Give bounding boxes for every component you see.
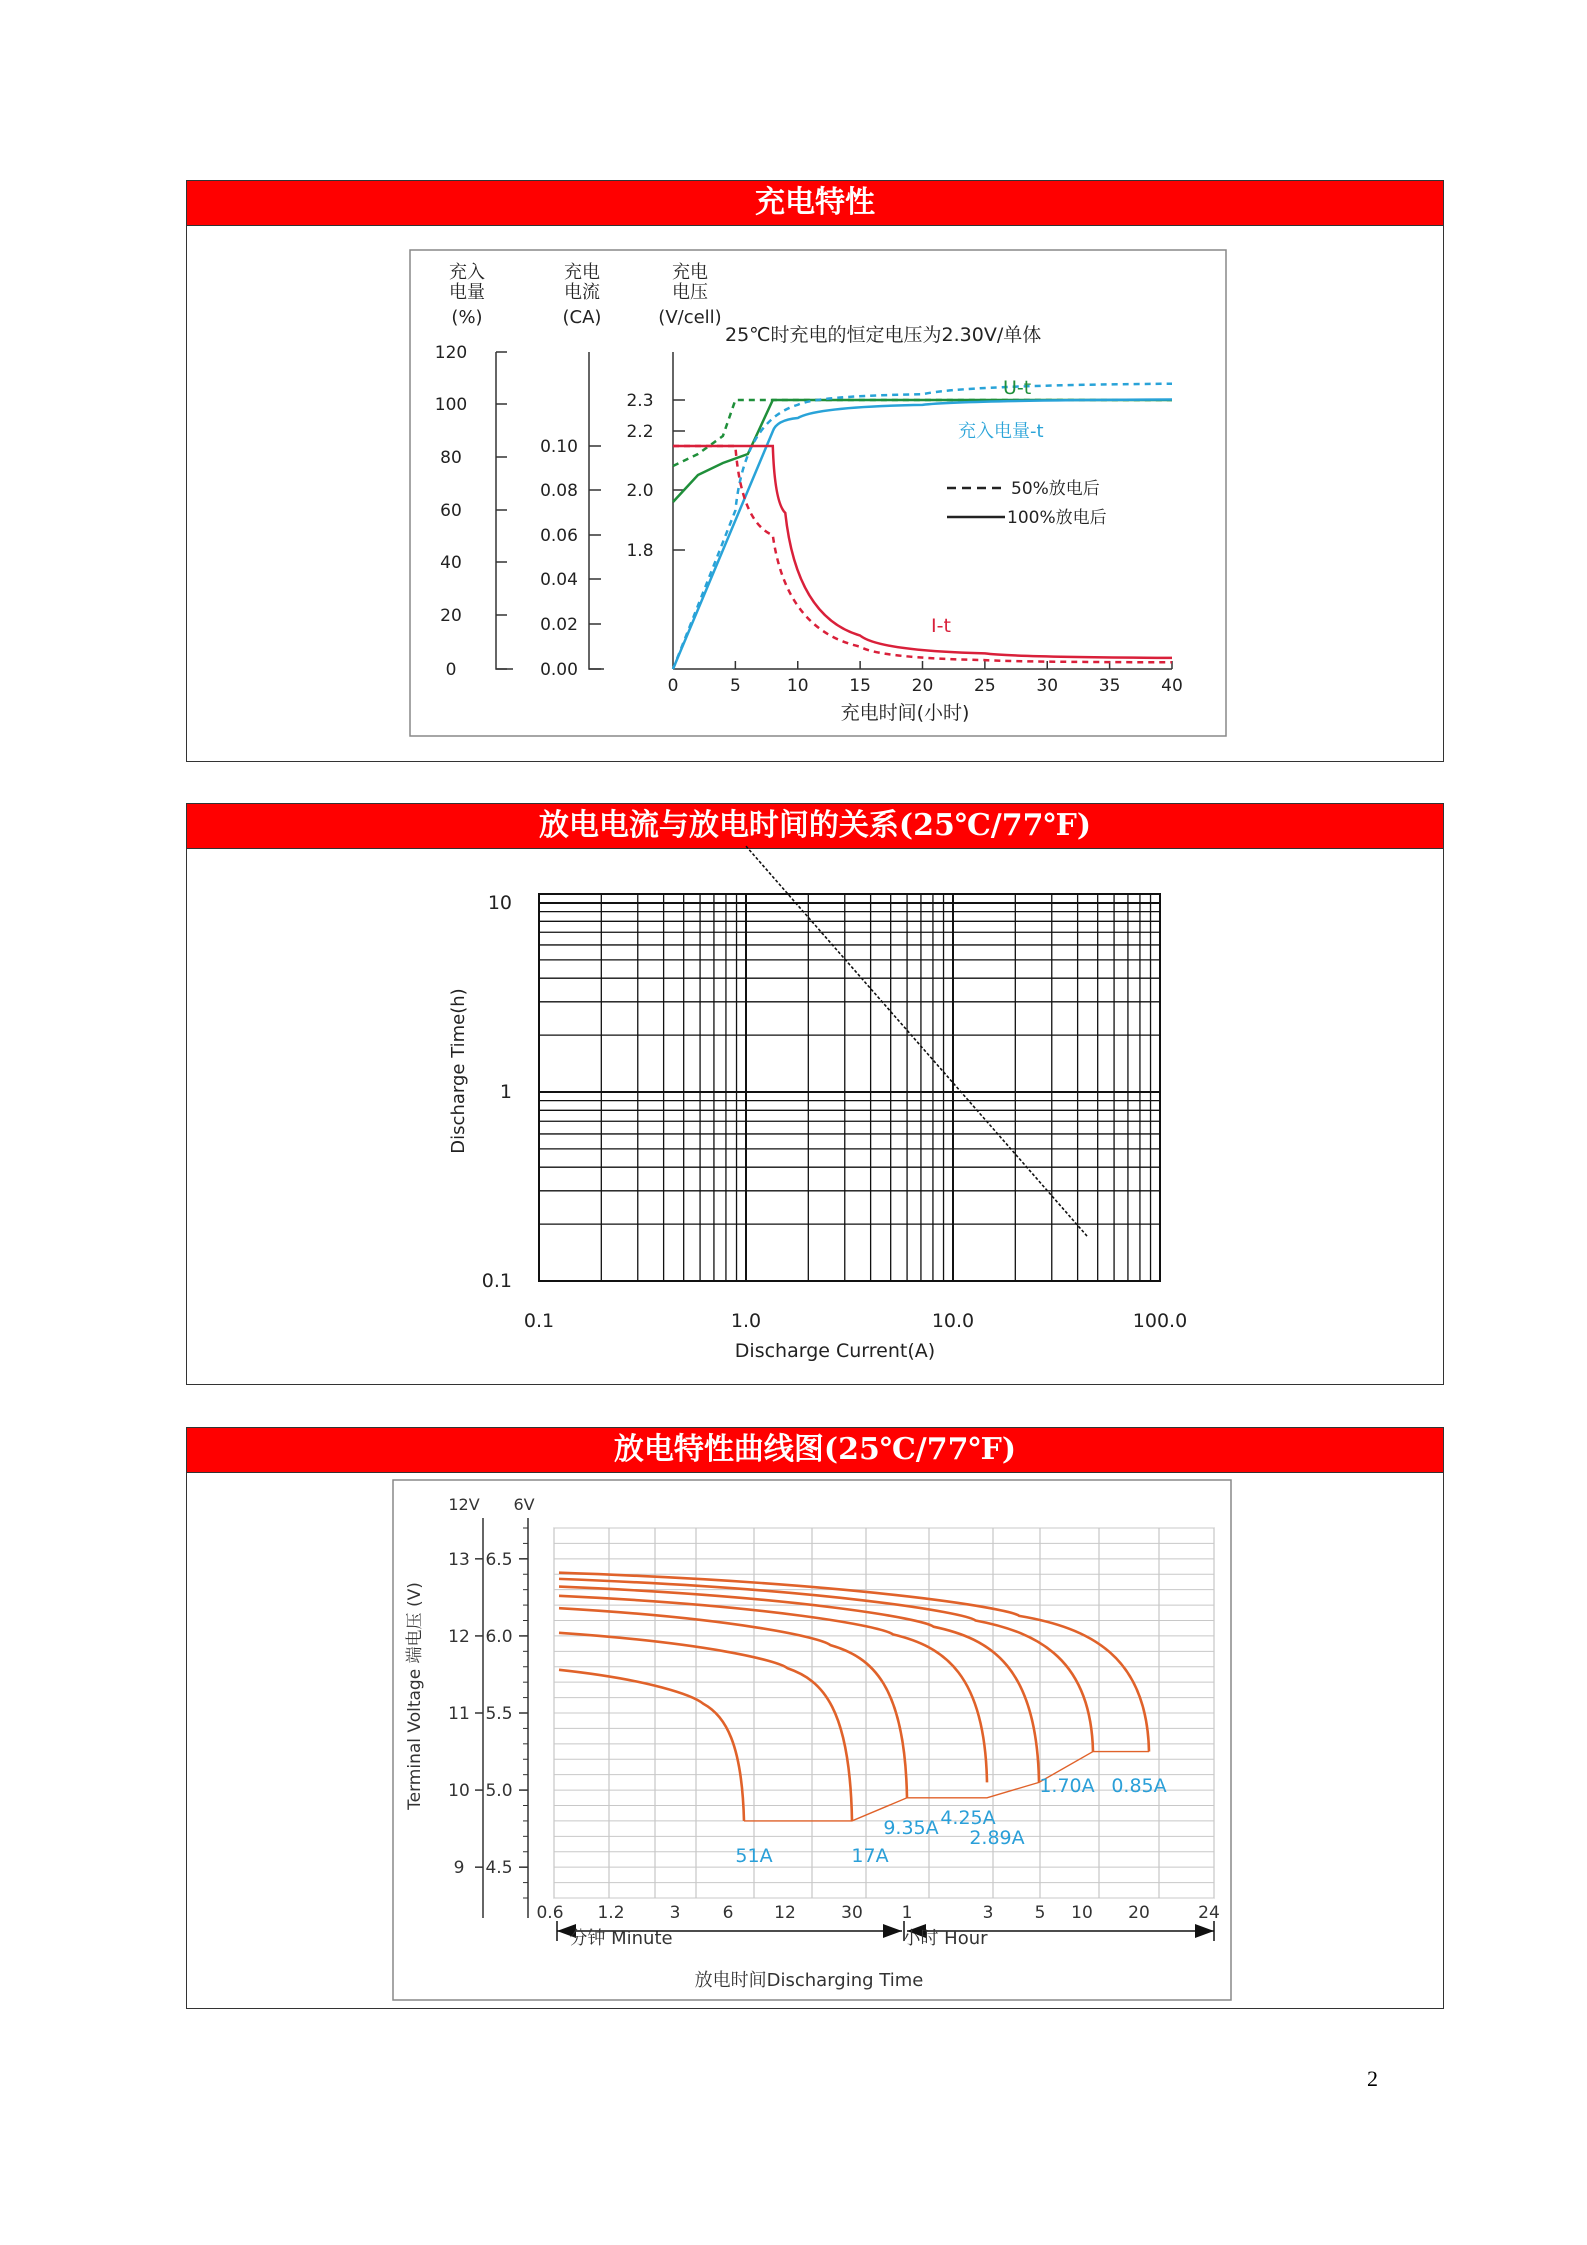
y-axis-title: Terminal Voltage 端电压 (V) — [405, 1582, 425, 1810]
x-tick-label: 5 — [729, 676, 741, 696]
rate-label: 17A — [851, 1845, 889, 1867]
chart-caption: 25℃时充电的恒定电压为2.30V/单体 — [725, 324, 1042, 346]
capacity-tick-label: 40 — [440, 553, 462, 573]
current-tick-label: 0.02 — [540, 615, 578, 635]
section-title: 放电电流与放电时间的关系(25℃/77℉) — [187, 804, 1443, 849]
current-tick-label: 0.08 — [540, 481, 578, 501]
legend-solid: 100%放电后 — [1007, 508, 1107, 528]
voltage-axis-header: 充电 — [672, 262, 708, 283]
y6-tick-label: 6.0 — [485, 1626, 513, 1647]
rate-label: 2.89A — [969, 1827, 1025, 1849]
x-tick-label: 25 — [974, 676, 996, 696]
rate-label: 0.85A — [1111, 1775, 1167, 1797]
charge-section — [186, 180, 1444, 762]
current-axis-header: 电流 — [564, 282, 600, 303]
voltage-tick-label: 2.0 — [626, 481, 654, 501]
section-title: 充电特性 — [187, 181, 1443, 226]
capacity-axis-header: (%) — [451, 307, 483, 328]
current-tick-label: 0.10 — [540, 437, 578, 457]
capacity-tick-label: 120 — [434, 343, 468, 363]
capacity-tick-label: 0 — [445, 660, 457, 680]
voltage-tick-label: 1.8 — [626, 541, 654, 561]
x-tick-label: 1.0 — [730, 1310, 762, 1332]
x-tick-label: 20 — [1128, 1903, 1150, 1923]
time-current-section — [186, 803, 1444, 1385]
capacity-axis-header: 电量 — [449, 282, 485, 303]
y6-tick-label: 5.0 — [485, 1781, 513, 1802]
capacity-axis-header: 充入 — [449, 262, 485, 283]
current-axis-header: (CA) — [562, 307, 602, 328]
y-tick-label: 10 — [487, 892, 512, 914]
voltage-tick-label: 2.2 — [626, 422, 654, 442]
y6-tick-label: 6.5 — [485, 1549, 513, 1570]
x-tick-label: 10 — [1071, 1903, 1093, 1923]
minute-label: 分钟 Minute — [569, 1928, 673, 1949]
rate-label: 9.35A — [883, 1817, 939, 1839]
y12-tick-label: 11 — [448, 1704, 470, 1724]
x-tick-label: 15 — [849, 676, 871, 696]
x-tick-label: 12 — [774, 1903, 796, 1923]
voltage-axis-header: 电压 — [672, 282, 708, 303]
y-axis-title: Discharge Time(h) — [448, 988, 469, 1154]
current-axis-header: 充电 — [564, 262, 600, 283]
discharge-section — [186, 1427, 1444, 2009]
voltage-axis-header: (V/cell) — [658, 307, 722, 328]
y6-tick-label: 5.5 — [485, 1704, 513, 1724]
x-tick-label: 1 — [901, 1903, 913, 1923]
legend-dashed: 50%放电后 — [1011, 479, 1100, 499]
capacity-tick-label: 80 — [440, 448, 462, 468]
y6-tick-label: 4.5 — [485, 1858, 513, 1879]
y-tick-label: 0.1 — [481, 1270, 512, 1292]
discharge-chart — [187, 1428, 1445, 2010]
y12-tick-label: 9 — [453, 1858, 465, 1879]
voltage-tick-label: 2.3 — [626, 391, 654, 411]
section-title: 放电特性曲线图(25℃/77℉) — [187, 1428, 1443, 1473]
x-axis-title: 放电时间Discharging Time — [694, 1970, 924, 1991]
x-tick-label: 10.0 — [931, 1310, 975, 1332]
capacity-tick-label: 100 — [434, 395, 468, 415]
capacity-tick-label: 20 — [440, 606, 462, 626]
it-label: I-t — [931, 615, 951, 637]
x-tick-label: 30 — [841, 1903, 863, 1923]
capacity-tick-label: 60 — [440, 501, 462, 521]
x-tick-label: 100.0 — [1132, 1310, 1188, 1332]
charge-chart — [187, 181, 1445, 763]
x-tick-label: 0 — [667, 676, 679, 696]
rate-label: 51A — [735, 1845, 773, 1867]
time-current-chart — [187, 804, 1445, 1386]
x-tick-label: 10 — [786, 676, 809, 696]
y12-tick-label: 10 — [448, 1781, 470, 1802]
x-tick-label: 5 — [1034, 1903, 1046, 1923]
y12-tick-label: 12 — [448, 1626, 470, 1647]
y12-tick-label: 13 — [448, 1549, 470, 1570]
x-axis-title: Discharge Current(A) — [734, 1340, 936, 1362]
current-tick-label: 0.04 — [540, 570, 578, 590]
x-tick-label: 3 — [982, 1903, 994, 1923]
ut-label: U-t — [1003, 377, 1032, 399]
header-12v: 12V — [448, 1495, 480, 1514]
header-6v: 6V — [513, 1495, 535, 1514]
x-tick-label: 30 — [1036, 676, 1059, 696]
rate-label: 1.70A — [1039, 1775, 1095, 1797]
x-tick-label: 1.2 — [597, 1903, 625, 1923]
x-tick-label: 0.1 — [523, 1310, 555, 1332]
rate-label: 4.25A — [940, 1807, 996, 1829]
charge-label: 充入电量-t — [958, 421, 1044, 442]
x-tick-label: 20 — [911, 676, 934, 696]
x-tick-label: 35 — [1098, 676, 1121, 696]
x-tick-label: 24 — [1198, 1903, 1220, 1923]
hour-label: 小时 Hour — [902, 1928, 988, 1949]
x-tick-label: 40 — [1161, 676, 1183, 696]
x-tick-label: 3 — [669, 1903, 681, 1923]
y-tick-label: 1 — [499, 1081, 512, 1103]
current-tick-label: 0.06 — [540, 526, 578, 546]
x-tick-label: 0.6 — [536, 1903, 564, 1923]
x-axis-title: 充电时间(小时) — [840, 702, 970, 724]
current-tick-label: 0.00 — [540, 660, 578, 680]
x-tick-label: 6 — [722, 1903, 734, 1923]
page-number: 2 — [1367, 2066, 1378, 2091]
